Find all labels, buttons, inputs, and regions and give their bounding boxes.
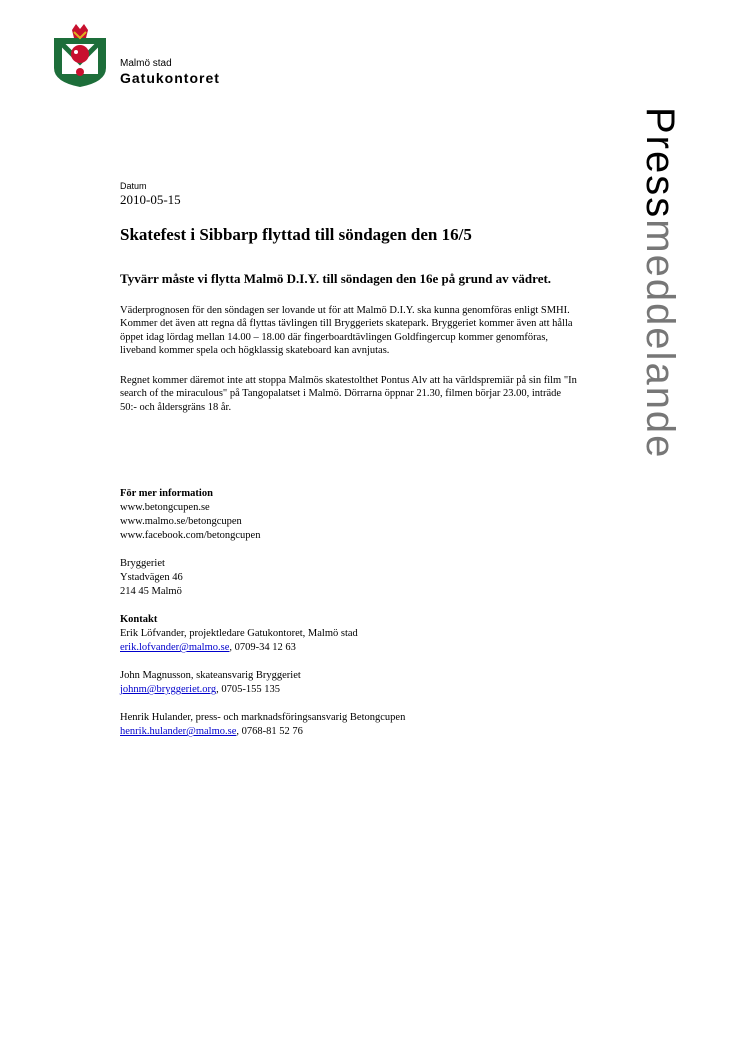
date-label: Datum xyxy=(120,181,147,191)
contact-details xyxy=(120,683,580,697)
malmo-coat-of-arms-logo xyxy=(52,24,108,88)
document-type-label xyxy=(640,107,680,459)
contact-email-link[interactable]: henrik.hulander@malmo.se xyxy=(120,726,237,738)
date-value: 2010-05-15 xyxy=(120,192,181,207)
org-city: Malmö stad xyxy=(120,58,172,69)
body-paragraph: Väderprognosen för den söndagen ser lovande ut för att Malmö D.I.Y. ska kunna genomföras enligt SMHI. Kommer det även att regna då flyttas tävlingen till Bryggeriets skatepark. Bryggeriet kommer även att hålla öppet idag lördag mellan 14.00 – 18.00 där fingerboardtävlingen Goldfingercup kommer genomföras, liveband kommer spela och högklassig skateboard kan avnjutas. xyxy=(120,305,573,356)
info-link: www.betongcupen.se xyxy=(120,502,210,514)
lead-paragraph: Tyvärr måste vi flytta Malmö D.I.Y. till söndagen den 16e på grund av vädret. xyxy=(120,271,552,286)
press-release-body xyxy=(120,181,580,739)
info-link: www.malmo.se/betongcupen xyxy=(120,516,242,528)
headline: Skatefest i Sibbarp flyttad till söndagen den 16/5 xyxy=(120,225,472,244)
contact-heading: Kontakt xyxy=(120,614,158,626)
contact-details xyxy=(120,725,580,739)
contact-name: Erik Löfvander, projektledare Gatukontoret, Malmö stad xyxy=(120,628,358,640)
address-line: Ystadvägen 46 xyxy=(120,572,183,584)
more-info-heading: För mer information xyxy=(120,488,213,500)
info-link: www.facebook.com/betongcupen xyxy=(120,530,261,542)
address-line: Bryggeriet xyxy=(120,558,165,570)
contact-phone: , 0709-34 12 63 xyxy=(229,642,296,654)
contact-details xyxy=(120,641,580,655)
address-line: 214 45 Malmö xyxy=(120,586,182,598)
organization-block xyxy=(120,58,220,86)
contact-phone: , 0705-155 135 xyxy=(216,684,280,696)
body-paragraph: Regnet kommer däremot inte att stoppa Malmös skatestolthet Pontus Alv att ha världspremiär på sin film "In search of the miraculous" på Tangopalatset i Malmö. Dörrarna öppnar 21.30, filmen börjar 23.00, inträde 50:- och åldersgräns 18 år. xyxy=(120,375,577,413)
contact-name: John Magnusson, skateansvarig Bryggeriet xyxy=(120,670,301,682)
contact-phone: , 0768-81 52 76 xyxy=(236,726,303,738)
contact-email-link[interactable]: johnm@bryggeriet.org xyxy=(120,684,217,696)
doc-type-dark: Press xyxy=(638,107,682,220)
contact-name: Henrik Hulander, press- och marknadsföringsansvarig Betongcupen xyxy=(120,712,406,724)
org-department: Gatukontoret xyxy=(120,70,220,86)
contact-email-link[interactable]: erik.lofvander@malmo.se xyxy=(120,642,230,654)
doc-type-light: meddelande xyxy=(638,219,682,460)
